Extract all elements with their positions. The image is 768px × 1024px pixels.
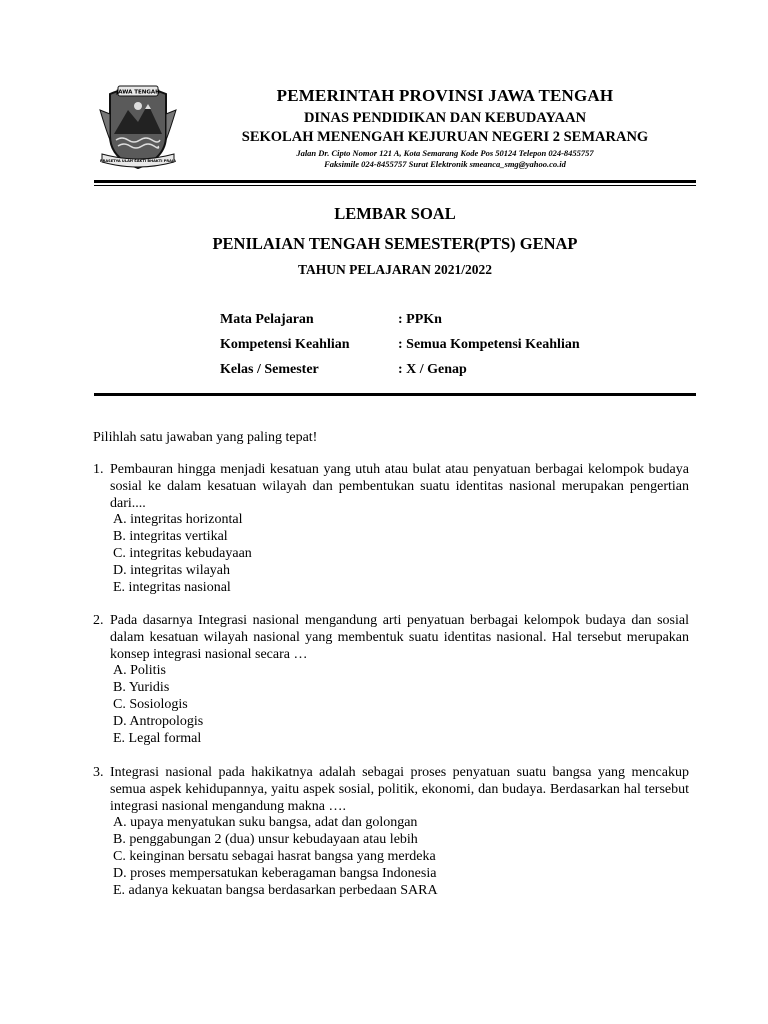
option-e: E. integritas nasional bbox=[113, 579, 231, 595]
question-text: Integrasi nasional pada hakikatnya adalah sebagai proses penyatuan suatu bangsa yang mencakup semua aspek kehidupannya, yaitu aspek sosial, politik, ekonomi, dan budaya. Berdasarkan hal tersebut integrasi nasional mengandung makna …. bbox=[110, 765, 689, 814]
option-a: A. upaya menyatukan suku bangsa, adat dan golongan bbox=[113, 815, 418, 831]
exam-title: PENILAIAN TENGAH SEMESTER(PTS) GENAP bbox=[212, 234, 578, 253]
option-b: B. integritas vertikal bbox=[113, 529, 228, 545]
info-row-competency bbox=[220, 337, 580, 353]
option-d: D. integritas wilayah bbox=[113, 562, 231, 578]
option-c: C. keinginan bersatu sebagai hasrat bangsa yang merdeka bbox=[113, 848, 436, 864]
letterhead-government: PEMERINTAH PROVINSI JAWA TENGAH bbox=[276, 86, 614, 105]
option-d: D. Antropologis bbox=[113, 713, 204, 729]
info-label: Kompetensi Keahlian bbox=[220, 337, 350, 352]
logo-banner-bottom: PRASETYA ULAH SAKTI BHAKTI PRAJA bbox=[99, 159, 177, 163]
option-a: A. Politis bbox=[113, 663, 166, 679]
option-a: A. integritas horizontal bbox=[113, 512, 243, 528]
option-e: E. Legal formal bbox=[113, 730, 202, 746]
option-list bbox=[93, 663, 689, 747]
question-2 bbox=[93, 613, 689, 747]
question-number: 2. bbox=[93, 613, 104, 628]
info-row-subject bbox=[220, 312, 442, 328]
info-label: Kelas / Semester bbox=[220, 362, 319, 377]
info-value: : PPKn bbox=[398, 312, 442, 327]
question-1 bbox=[93, 462, 689, 596]
letterhead-divider-thin bbox=[94, 185, 696, 186]
info-divider bbox=[94, 393, 696, 396]
logo-banner-top: JAWA TENGAH bbox=[116, 89, 160, 96]
option-list bbox=[93, 815, 689, 899]
letterhead-contact: Faksimile 024-8455757 Surat Elektronik smeanca_smg@yahoo.co.id bbox=[324, 159, 566, 169]
question-number: 1. bbox=[93, 462, 104, 477]
option-c: C. integritas kebudayaan bbox=[113, 545, 252, 561]
option-e: E. adanya kekuatan bangsa berdasarkan perbedaan SARA bbox=[113, 882, 438, 898]
info-row-class bbox=[220, 362, 467, 378]
question-3 bbox=[93, 765, 689, 899]
option-d: D. proses mempersatukan keberagaman bangsa Indonesia bbox=[113, 865, 437, 881]
document-title: LEMBAR SOAL bbox=[334, 204, 456, 223]
option-b: B. Yuridis bbox=[113, 680, 170, 696]
question-text: Pada dasarnya Integrasi nasional mengandung arti penyatuan berbagai kelompok budaya dan sosial dalam kesatuan wilayah nasional yang membentuk suatu identitas nasional. Hal tersebut merupakan konsep integrasi nasional secara … bbox=[110, 613, 689, 662]
option-c: C. Sosiologis bbox=[113, 696, 188, 712]
letterhead-address: Jalan Dr. Cipto Nomor 121 A, Kota Semarang Kode Pos 50124 Telepon 024-8455757 bbox=[296, 148, 594, 158]
info-label: Mata Pelajaran bbox=[220, 312, 314, 327]
info-value: : Semua Kompetensi Keahlian bbox=[398, 337, 580, 352]
info-value: : X / Genap bbox=[398, 362, 467, 377]
instruction-text: Pilihlah satu jawaban yang paling tepat! bbox=[93, 430, 318, 445]
question-number: 3. bbox=[93, 765, 104, 780]
provincial-seal-icon bbox=[98, 80, 178, 172]
option-list bbox=[93, 512, 689, 596]
academic-year: TAHUN PELAJARAN 2021/2022 bbox=[297, 262, 492, 277]
letterhead-agency: DINAS PENDIDIKAN DAN KEBUDAYAAN bbox=[303, 110, 587, 126]
letterhead-school: SEKOLAH MENENGAH KEJURUAN NEGERI 2 SEMARANG bbox=[241, 129, 649, 145]
option-b: B. penggabungan 2 (dua) unsur kebudayaan atau lebih bbox=[113, 832, 418, 848]
question-text: Pembauran hingga menjadi kesatuan yang utuh atau bulat atau penyatuan berbagai kelompok budaya sosial ke dalam kesatuan wilayah dan pembentukan suatu identitas nasional merupakan pengertian dari.... bbox=[110, 462, 689, 511]
letterhead-divider-thick bbox=[94, 180, 696, 183]
